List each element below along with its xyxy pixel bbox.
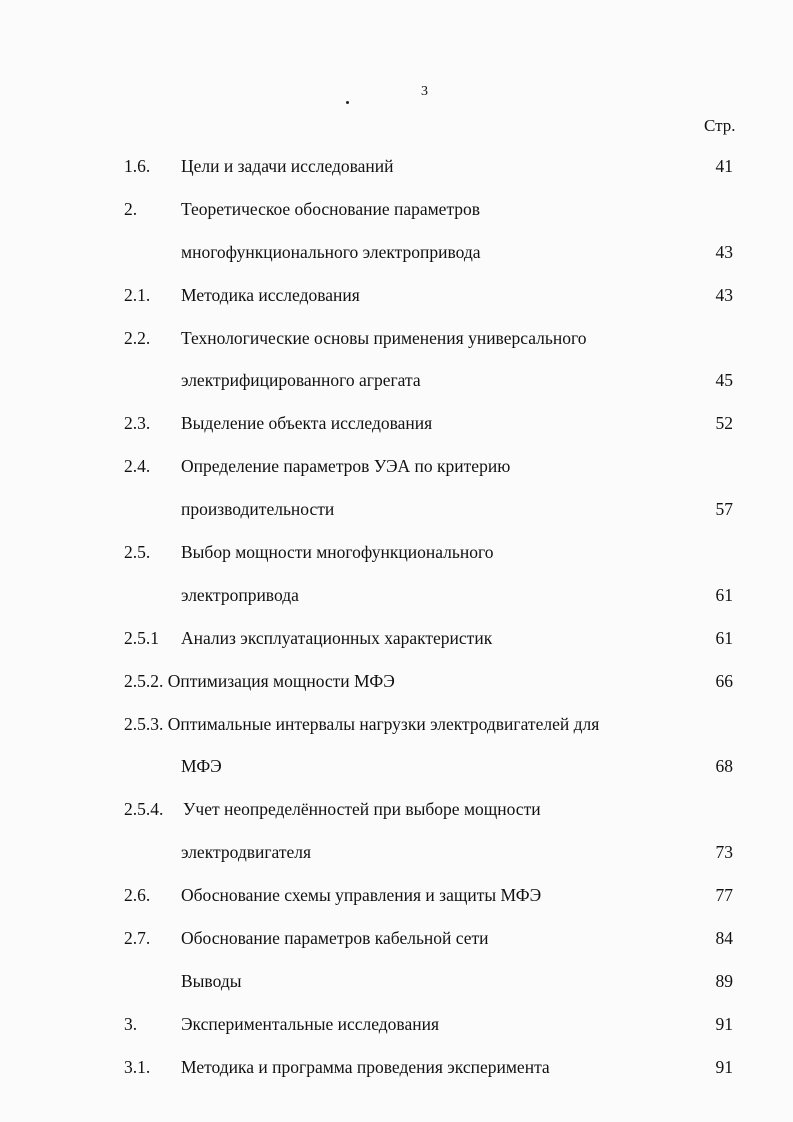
toc-page-number: 89: [715, 970, 733, 991]
toc-section-number: 2.1.: [124, 284, 151, 305]
toc-section-title: Анализ эксплуатационных характеристик: [181, 627, 493, 648]
toc-line: [0, 745, 793, 788]
toc-line: [0, 831, 793, 874]
toc-page-number: 43: [715, 284, 733, 305]
toc-line: [0, 145, 793, 188]
toc-section-number: 3.: [124, 1013, 138, 1034]
toc-page-number: 41: [715, 156, 733, 176]
toc-section-title: Обоснование схемы управления и защиты МФЭ: [181, 885, 542, 906]
toc-page-number: 77: [715, 885, 733, 906]
toc-page-number: 84: [715, 928, 733, 949]
toc-section-title: Теоретическое обоснование параметров: [181, 198, 481, 219]
toc-line: [0, 874, 793, 917]
toc-page-number: 73: [715, 842, 733, 863]
toc-section-number: 2.6.: [124, 885, 151, 906]
toc-page-number: 66: [715, 670, 733, 691]
toc-line: [0, 445, 793, 488]
toc-page-number: 45: [715, 370, 733, 391]
toc-line: [0, 788, 793, 831]
toc-section-title: Выводы: [181, 970, 242, 991]
toc-section-title: Определение параметров УЭА по критерию: [181, 456, 511, 477]
toc-section-number: 2.5.: [124, 542, 151, 563]
toc-section-title: Выбор мощности многофункционального: [181, 542, 494, 563]
toc-section-title: 2.5.3. Оптимальные интервалы нагрузки электродвигателей для: [124, 713, 600, 734]
page-column-header: Стр.: [704, 116, 736, 135]
toc-page-number: 91: [715, 1013, 733, 1034]
toc-section-title: электродвигателя: [181, 842, 312, 863]
toc-line: [0, 402, 793, 445]
toc-section-number: 2.5.4.: [124, 799, 164, 820]
toc-line: [0, 1046, 793, 1089]
toc-line: [0, 231, 793, 274]
toc-line: [0, 574, 793, 617]
toc-section-title: МФЭ: [181, 756, 222, 777]
toc-line: [0, 1003, 793, 1046]
toc-line: [0, 531, 793, 574]
toc-page-number: 61: [715, 627, 733, 648]
toc-line: [0, 274, 793, 317]
toc-section-title: Технологические основы применения универсального: [181, 327, 587, 348]
toc-line: [0, 660, 793, 703]
toc-page-number: 61: [715, 584, 733, 605]
toc-section-title: 2.5.2. Оптимизация мощности МФЭ: [124, 670, 395, 691]
toc-line: [0, 488, 793, 531]
toc-page-number: 57: [715, 499, 733, 520]
toc-line: [0, 317, 793, 360]
toc-line: [0, 960, 793, 1003]
page-number: 3: [421, 84, 428, 99]
toc-section-number: 2.4.: [124, 456, 151, 477]
toc-section-title: Экспериментальные исследования: [181, 1013, 440, 1034]
toc-line: [0, 917, 793, 960]
toc-line: [0, 703, 793, 746]
toc-section-number: 1.6.: [124, 156, 151, 176]
toc-section-number: 3.1.: [124, 1056, 151, 1077]
toc-section-title: Выделение объекта исследования: [181, 413, 433, 434]
toc-section-number: 2.3.: [124, 413, 151, 434]
toc-line: [0, 617, 793, 660]
toc-section-title: Методика исследования: [181, 284, 360, 305]
toc-section-number: 2.: [124, 198, 138, 219]
toc-section-title: производительности: [181, 499, 335, 520]
toc-section-title: электрифицированного агрегата: [181, 370, 421, 391]
scan-speck: [346, 101, 349, 104]
toc-page-number: 43: [715, 241, 733, 262]
toc-page-number: 52: [715, 413, 733, 434]
toc-section-title: Цели и задачи исследований: [181, 156, 394, 176]
toc-section-title: Учет неопределённостей при выборе мощности: [183, 799, 541, 820]
toc-section-title: Методика и программа проведения эксперимента: [181, 1056, 550, 1077]
toc-section-number: 2.2.: [124, 327, 151, 348]
toc-section-title: многофункционального электропривода: [181, 241, 481, 262]
toc-section-title: Обоснование параметров кабельной сети: [181, 928, 489, 949]
toc-page-number: 68: [715, 756, 733, 777]
toc-line: [0, 359, 793, 402]
toc-line: [0, 188, 793, 231]
toc-section-title: электропривода: [181, 584, 299, 605]
toc-section-number: 2.5.1: [124, 627, 159, 648]
toc-page-number: 91: [715, 1056, 733, 1077]
toc-section-number: 2.7.: [124, 928, 151, 949]
table-of-contents: [0, 145, 793, 1089]
